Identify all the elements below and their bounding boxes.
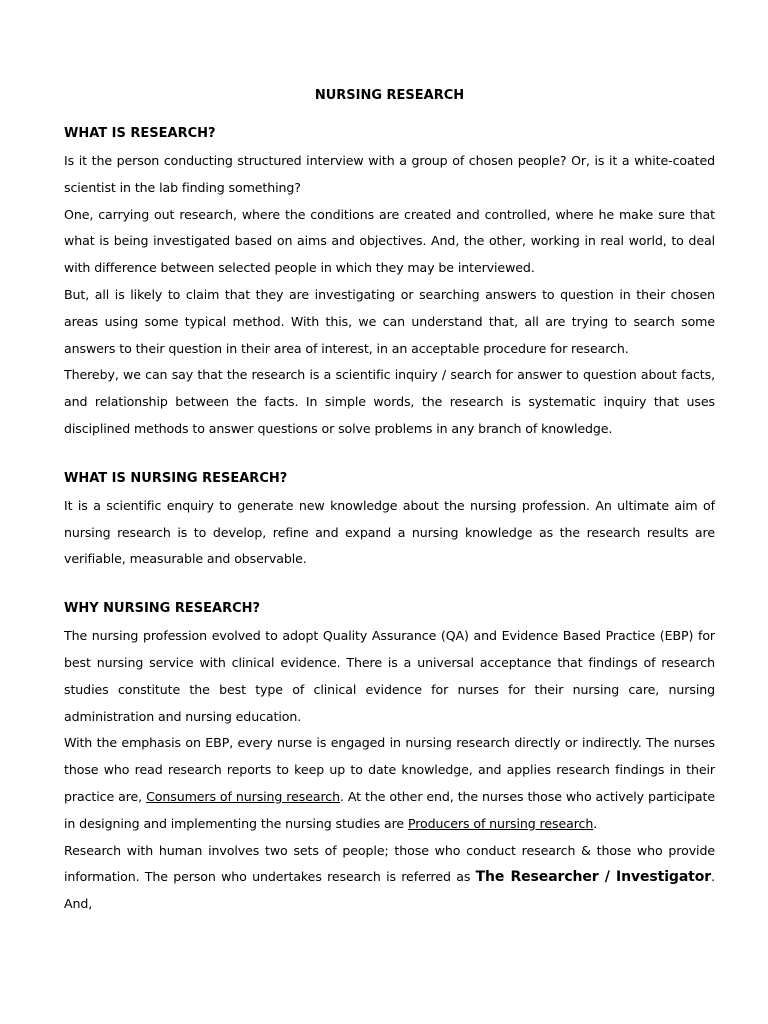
paragraph: Is it the person conducting structured interview with a group of chosen people? Or, is it a white-coated scientist in the lab finding something? xyxy=(64,153,715,195)
spacer xyxy=(64,443,715,469)
producers-link[interactable]: Producers of nursing research xyxy=(407,815,594,831)
paragraph-text: With the emphasis on EBP, every nurse is engaged in nursing research directly or indirectly. The nurses those who read research reports to keep up to date knowledge, and applies research findings in their practice are, xyxy=(64,735,715,804)
paragraph: It is a scientific enquiry to generate new knowledge about the nursing profession. An ultimate aim of nursing research is to develop, refine and expand a nursing knowledge as the research results are verifiable, measurable and observable. xyxy=(64,497,715,567)
paragraph-text: . At the other end, the nurses those who actively participate in designing and implementing the nursing studies are xyxy=(64,788,715,831)
section-why-nursing-research xyxy=(64,599,715,918)
section-what-is-research xyxy=(64,124,715,443)
spacer xyxy=(64,573,715,599)
paragraph xyxy=(64,838,715,918)
section-what-is-nursing-research xyxy=(64,469,715,573)
paragraph: But, all is likely to claim that they are investigating or searching answers to question in their chosen areas using some typical method. With this, we can understand that, all are trying to search some answers to their question in their area of interest, in an acceptable procedure for research. xyxy=(64,286,715,356)
document-title: NURSING RESEARCH xyxy=(314,88,465,103)
paragraph xyxy=(64,730,715,837)
paragraph: One, carrying out research, where the conditions are created and controlled, where he make sure that what is being investigated based on aims and objectives. And, the other, working in real world, to deal with difference between selected people in which they may be interviewed. xyxy=(64,206,715,276)
consumers-link[interactable]: Consumers of nursing research xyxy=(146,788,340,804)
section-heading: WHY NURSING RESEARCH? xyxy=(64,601,261,617)
emphasis-term: The Researcher / Investigator xyxy=(475,869,712,886)
paragraph: Thereby, we can say that the research is a scientific inquiry / search for answer to question about facts, and relationship between the facts. In simple words, the research is systematic inquiry that uses disciplined methods to answer questions or solve problems in any branch of knowledge. xyxy=(64,367,715,436)
section-heading: WHAT IS NURSING RESEARCH? xyxy=(64,470,288,486)
paragraph: The nursing profession evolved to adopt Quality Assurance (QA) and Evidence Based Practice (EBP) for best nursing service with clinical evidence. There is a universal acceptance that findings of research studies constitute the best type of clinical evidence for nurses for their nursing care, nursing administration and nursing education. xyxy=(64,628,715,724)
section-heading: WHAT IS RESEARCH? xyxy=(64,126,216,141)
paragraph-text: Research with human involves two sets of people; those who conduct research & those who provide information. The person who undertakes research is referred as xyxy=(64,842,715,885)
paragraph-text: . And, xyxy=(64,869,715,912)
paragraph-text: . xyxy=(593,815,598,831)
